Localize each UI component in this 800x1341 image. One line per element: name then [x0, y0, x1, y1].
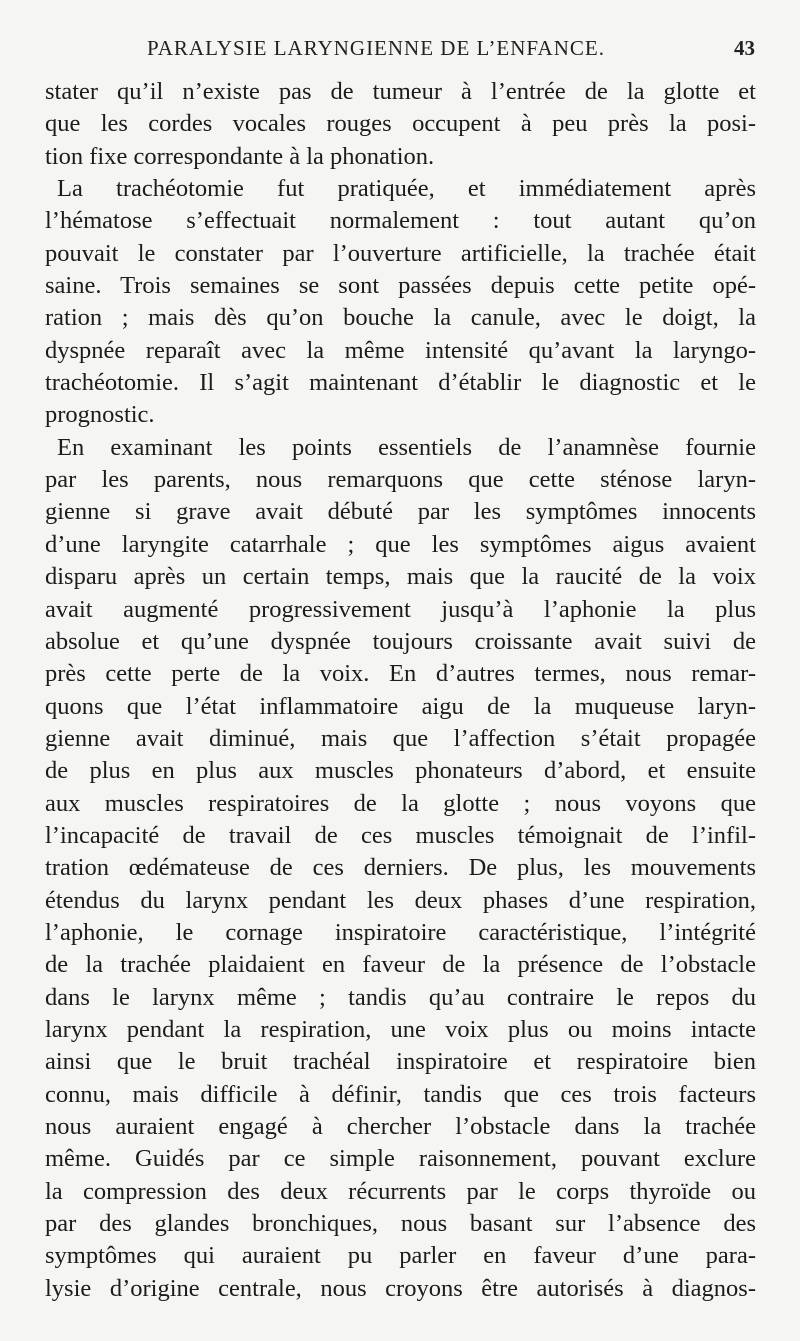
text-line: tration œdémateuse de ces derniers. De plus, les mouvements [45, 854, 756, 882]
text-line: quons que l’état inflammatoire aigu de la muqueuse laryn- [45, 692, 756, 720]
running-header [0, 36, 800, 66]
text-line: près cette perte de la voix. En d’autres termes, nous remar- [45, 660, 756, 688]
text-line: avait augmenté progressivement jusqu’à l’aphonie la plus [45, 595, 756, 623]
text-line: de la trachée plaidaient en faveur de la présence de l’obstacle [45, 951, 756, 979]
text-line: de plus en plus aux muscles phonateurs d’abord, et ensuite [45, 757, 756, 785]
text-line: nous auraient engagé à chercher l’obstacle dans la trachée [45, 1113, 756, 1140]
running-title: PARALYSIE LARYNGIENNE DE L’ENFANCE. [147, 36, 605, 60]
text-line: symptômes qui auraient pu parler en faveur d’une para- [45, 1242, 756, 1270]
text-line: lysie d’origine centrale, nous croyons être autorisés à diagnos- [45, 1274, 756, 1302]
text-line: En examinant les points essentiels de l’anamnèse fournie [57, 433, 756, 461]
text-line: larynx pendant la respiration, une voix plus ou moins intacte [45, 1015, 756, 1043]
text-line: connu, mais difficile à définir, tandis que ces trois facteurs [45, 1080, 756, 1108]
text-line: saine. Trois semaines se sont passées depuis cette petite opé- [45, 272, 756, 300]
text-line: la compression des deux récurrents par le corps thyroïde ou [45, 1177, 756, 1205]
page-number: 43 [734, 36, 755, 60]
text-line: l’hématose s’effectuait normalement : tout autant qu’on [45, 207, 756, 235]
text-line: l’aphonie, le cornage inspiratoire caractéristique, l’intégrité [45, 918, 756, 946]
body-text [45, 76, 756, 1305]
text-line: par des glandes bronchiques, nous basant sur l’absence des [45, 1210, 756, 1238]
text-line: ration ; mais dès qu’on bouche la canule, avec le doigt, la [45, 304, 756, 332]
text-line: prognostic. [45, 401, 155, 429]
text-line: dyspnée reparaît avec la même intensité qu’avant la laryngo- [45, 336, 756, 364]
text-line: disparu après un certain temps, mais que la raucité de la voix [45, 563, 756, 591]
text-line: par les parents, nous remarquons que cette sténose laryn- [45, 466, 756, 494]
text-line: étendus du larynx pendant les deux phases d’une respiration, [45, 886, 756, 914]
text-line: absolue et qu’une dyspnée toujours croissante avait suivi de [45, 627, 756, 655]
text-line: tion fixe correspondante à la phonation. [45, 142, 435, 170]
text-line: La trachéotomie fut pratiquée, et immédiatement après [57, 175, 756, 203]
text-line: stater qu’il n’existe pas de tumeur à l’entrée de la glotte et [45, 78, 756, 105]
text-line: dans le larynx même ; tandis qu’au contraire le repos du [45, 983, 756, 1011]
text-line: trachéotomie. Il s’agit maintenant d’établir le diagnostic et le [45, 369, 756, 397]
text-line: que les cordes vocales rouges occupent à peu près la posi- [45, 110, 756, 138]
text-line: pouvait le constater par l’ouverture artificielle, la trachée était [45, 239, 756, 267]
text-line: même. Guidés par ce simple raisonnement, pouvant exclure [45, 1145, 756, 1173]
text-line: ainsi que le bruit trachéal inspiratoire et respiratoire bien [45, 1048, 756, 1076]
text-line: aux muscles respiratoires de la glotte ; nous voyons que [45, 789, 756, 817]
text-line: gienne avait diminué, mais que l’affection s’était propagée [45, 724, 756, 752]
text-line: d’une laryngite catarrhale ; que les symptômes aigus avaient [45, 530, 756, 558]
text-line: l’incapacité de travail de ces muscles témoignait de l’infil- [45, 821, 756, 849]
text-line: gienne si grave avait débuté par les symptômes innocents [45, 498, 756, 526]
